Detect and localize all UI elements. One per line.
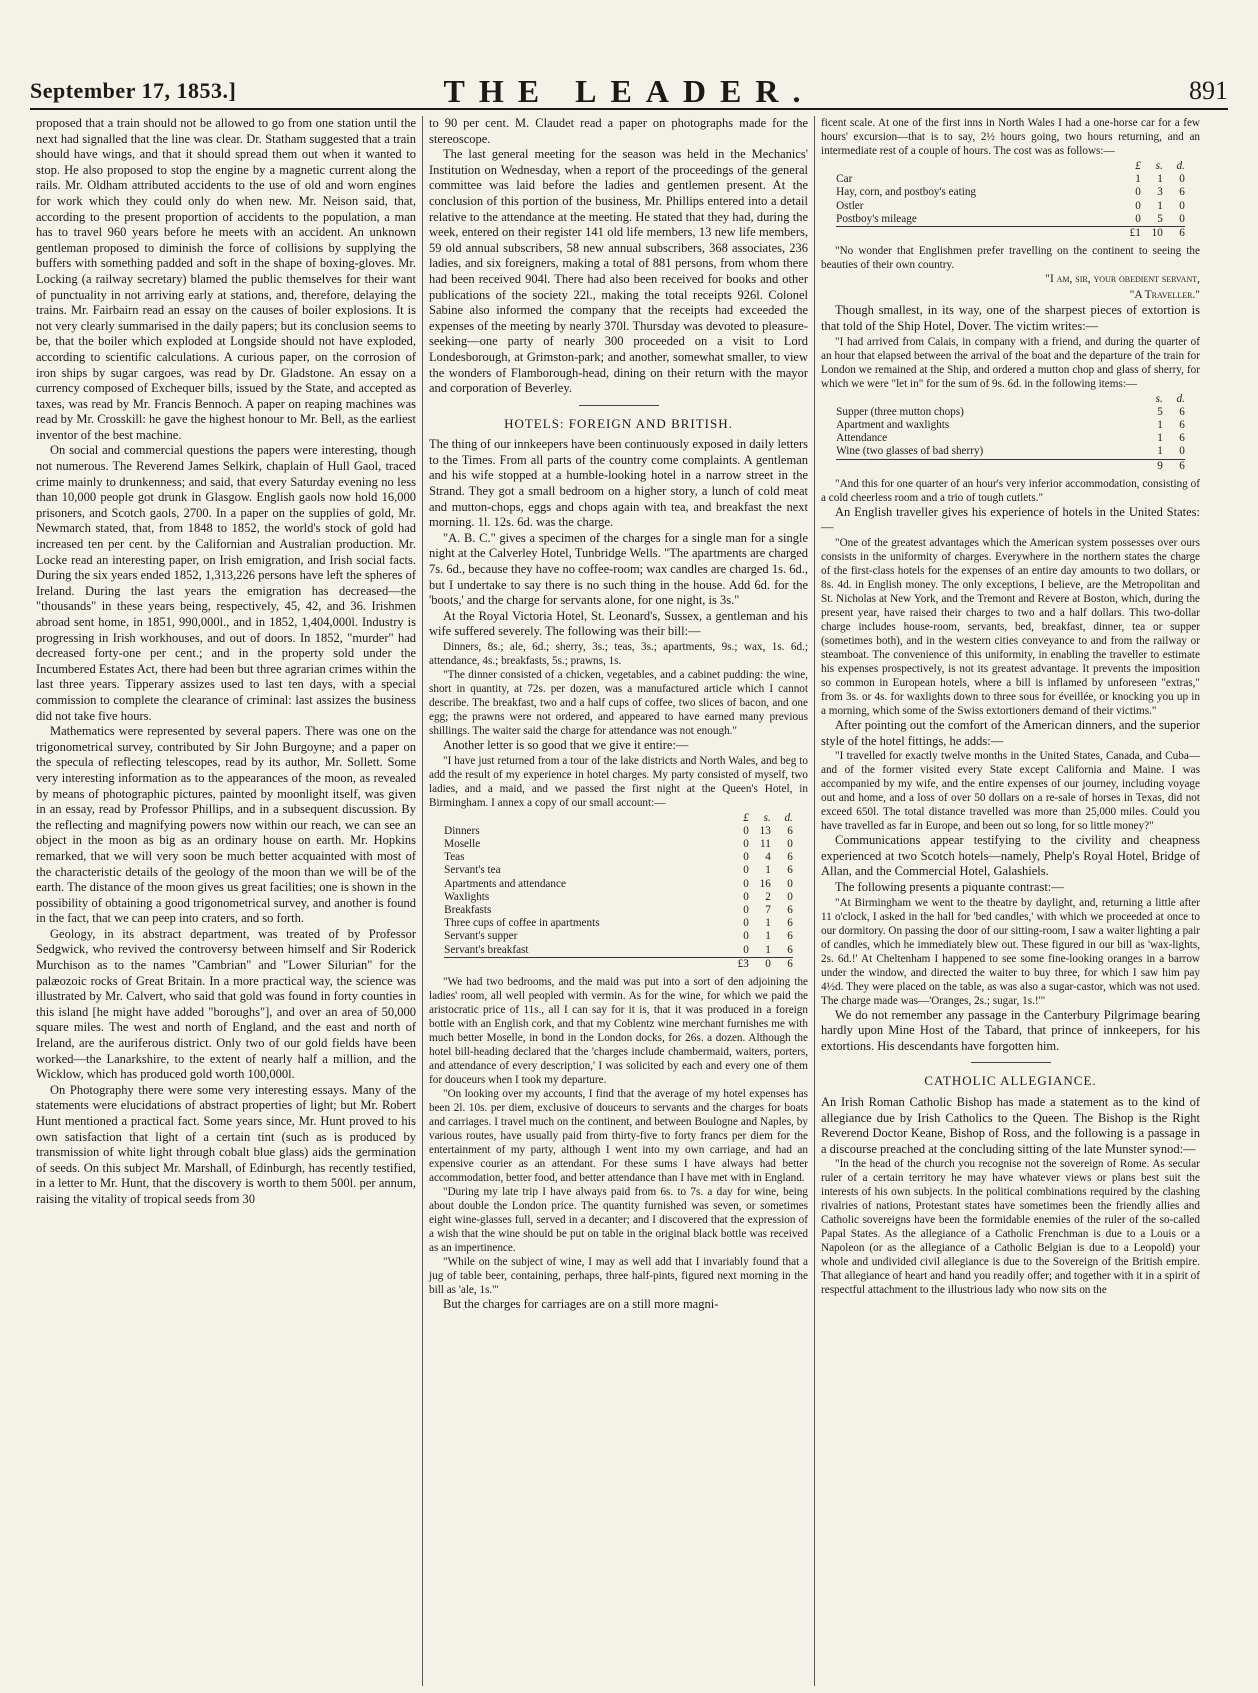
- paragraph: An Irish Roman Catholic Bishop has made a statement as to the kind of allegiance due by Irish Catholics to the Queen. The Bishop is the Right Reverend Doctor Keane, Bishop of Ross, and the following is a passage in a discourse preached at the concluding sitting of the late Munster synod:—: [821, 1094, 1200, 1156]
- table-row: [444, 851, 793, 864]
- bill-item: Hay, corn, and postboy's eating: [836, 186, 977, 199]
- bill-pounds: 0: [1135, 199, 1141, 212]
- quoted-paragraph: "At Birmingham we went to the theatre by daylight, and, returning a little after 11 o'clock, I asked in the hall for 'bed candles,' with which we proceeded at once to our dormitory. On passing the door of our sitting-room, I saw a waiter lighting a pair of candles, which he immediately blew out. These figured in our bill as 'wax-lights, 2s. 6d.!' At Cheltenham I happened to see some fine-looking oranges in a barrow under the window, and directed the waiter to buy three, for which I saw him pay 4½d. They were placed on the table, as was also a sugar-castor, which was not used. The charge made was—'Oranges, 2s.; sugar, 1s.!'": [821, 896, 1200, 1007]
- bill-pence: 0: [1179, 173, 1185, 186]
- bill-shillings: 16: [759, 877, 771, 890]
- bill-shillings: 1: [1157, 419, 1163, 431]
- table-header-cell: d.: [784, 811, 793, 824]
- paragraph: The last general meeting for the season was held in the Mechanics' Institution on Wednesday, when a report of the proceedings of the general committee was laid before the ladies and gentlemen present. At the conclusion of this portion of the business, Mr. Phillips entered into a detail relative to the attendance at the meeting. He stated that they had, during the week, entered on their register 141 old life members, 13 new life members, 59 old annual subscribers, 58 new annual subscribers, 368 associates, 236 ladies, and six foreigners, making a total of 881 persons, from whom there had been received 904l. There had also been received for books and other publications of the society 22l., making the total receipts 926l. Colonel Sabine also informed the company that the receipts had exceeded the expenses of the meeting by nearly 370l. Thursday was devoted to pleasure-seeking—one party of nearly 300 proceeded on a visit to Lord Londesborough, at Grimston-park; and another, somewhat smaller, to view the wonders of Flamborough-head, dining on their return with the mayor and corporation of Beverley.: [429, 147, 808, 396]
- bill-total-pounds: £3: [727, 957, 749, 971]
- table-row: [444, 904, 793, 917]
- bill-shillings: 11: [760, 838, 771, 850]
- table-total-row: [836, 227, 1185, 241]
- bill-total-shillings: 10: [1141, 227, 1163, 241]
- bill-pounds: 0: [743, 824, 749, 837]
- table-header-cell: s.: [763, 811, 771, 824]
- bill-pence: 0: [1179, 212, 1185, 225]
- bill-pounds: 0: [743, 877, 749, 890]
- bill-pence: 6: [787, 904, 793, 917]
- bill-pounds: 0: [743, 917, 749, 930]
- bill-item: Ostler: [836, 199, 864, 212]
- letter-closing: "I am, sir, your obedient servant,: [1045, 273, 1200, 286]
- bill-total-shillings: 9: [1141, 459, 1163, 473]
- bill-pounds: 0: [743, 904, 749, 917]
- table-row: [444, 838, 793, 851]
- table-header-cell: s.: [1155, 160, 1163, 172]
- table-header-cell: d.: [1176, 160, 1185, 172]
- quoted-paragraph: "We had two bedrooms, and the maid was put into a sort of den adjoining the ladies' room, all well peopled with vermin. As for the wine, for which we paid the aristocratic price of 11s., all I can say for it is, that it was produced in a foreign bottle with an English cork, and that my Coblentz wine merchant furnishes me with much better Moselle, in bond in the London docks, for 26s. a dozen. Although the hotel bill-heading declared that the 'charges include chambermaid, waiters, porters, and attendance of every description,' I was solicited by each and every one of them for douceurs when I took my departure.: [429, 976, 808, 1087]
- bill-shillings: 7: [765, 904, 771, 917]
- bill-pence: 0: [1179, 445, 1185, 458]
- paragraph: At the Royal Victoria Hotel, St. Leonard's, Sussex, a gentleman and his wife suffered severely. The following was their bill:—: [429, 608, 808, 639]
- table-row: [444, 930, 793, 943]
- car-bill-table: [836, 160, 1185, 240]
- quoted-paragraph: "I had arrived from Calais, in company with a friend, and during the quarter of an hour that elapsed between the arrival of the boat and the departure of the train for London we remained at the Ship, and ordered a mutton chop and glass of sherry, for which we were "let in" for the sum of 9s. 6d. in the following items:—: [821, 335, 1200, 390]
- bill-item: Attendance: [836, 432, 888, 445]
- paragraph: After pointing out the comfort of the American dinners, and the superior style of the hotel fittings, he adds:—: [821, 718, 1200, 748]
- bill-pence: 6: [787, 930, 793, 943]
- bill-item: Moselle: [444, 838, 481, 850]
- bill-total-shillings: 0: [749, 957, 771, 971]
- column-3: [814, 116, 1206, 1686]
- paragraph: Communications appear testifying to the civility and cheapness experienced at two Scotch hotels—namely, Phelp's Royal Hotel, Bridge of Allan, and the Commercial Hotel, Galashiels.: [821, 833, 1200, 879]
- bill-pence: 6: [787, 851, 793, 864]
- bill-pence: 6: [787, 824, 793, 837]
- paragraph: Another letter is so good that we give it entire:—: [443, 738, 689, 752]
- section-divider: [971, 1062, 1051, 1063]
- bill-pence: 6: [787, 917, 793, 930]
- quoted-paragraph: "I have just returned from a tour of the lake districts and North Wales, and beg to add the result of my experience in hotel charges. My party consisted of myself, two ladies, and a maid, and we passed the first night at the Queen's Hotel, in Birmingham. I annex a copy of our small account:—: [429, 754, 808, 809]
- column-1: [30, 116, 422, 1686]
- page-number: 891: [1189, 76, 1228, 105]
- table-row: [444, 891, 793, 904]
- paragraph: On Photography there were some very interesting essays. Many of the statements were elucidations of abstract properties of light; but Mr. Robert Hunt mentioned a practical fact. Some years since, Mr. Hunt proved to his own satisfaction that light of a certain tint (such as is produced by transmission of white light through cobalt blue glass) aids the germination of seeds. On this subject Mr. Marshall, of Edinburgh, has recently testified, in a letter to Mr. Hunt, that the discovery is worth to them 500l. per annum, raising the vitality of tropical seeds from 30: [36, 1082, 416, 1206]
- newspaper-title: THE LEADER.: [443, 72, 815, 109]
- bill-item: Apartments and attendance: [444, 877, 566, 890]
- bill-pounds: 0: [743, 890, 749, 903]
- bill-item: Servant's supper: [444, 930, 518, 943]
- quoted-paragraph: "In the head of the church you recognise not the sovereign of Rome. As secular ruler of a certain territory he may have whatever views or plans best suit the interests of his own subjects. In the political combinations required by the clashing rivalries of nations, Protestant states have sometimes been the friendly allies and Catholic sovereigns have been the formidable enemies of the ruler of the so-called Papal States. As the allegiance of a Catholic Frenchman is due to a Louis or a Napoleon (or as the allegiance of a Catholic Belgian is due to a Leopold) your whole and undivided civil allegiance is due to the Sovereign of the British empire. That allegiance of heart and hand you readily offer; and together with it in a spirit of respectful attachment to the illustrious lady who now sits on the: [821, 1158, 1200, 1297]
- bill-shillings: 3: [1157, 186, 1163, 199]
- letter-signature: "A Traveller.": [1129, 288, 1200, 301]
- bill-shillings: 1: [765, 943, 771, 956]
- bill-item: Teas: [444, 851, 465, 864]
- quoted-paragraph: "The dinner consisted of a chicken, vegetables, and a cabinet pudding: the wine, short in quantity, at 72s. per dozen, was a manufactured article which I cannot describe. The breakfast, two and a half cups of coffee, two slices of bacon, and one egg; the prawns were not ordered, and appeared to have earned many previous shillings. The waiter said the charge for attendance was not enough.": [429, 669, 808, 737]
- bill-total-pence: 6: [1163, 227, 1185, 241]
- issue-date: September 17, 1853.]: [30, 78, 237, 103]
- paragraph: Though smallest, in its way, one of the sharpest pieces of extortion is that told of the Ship Hotel, Dover. The victim writes:—: [821, 303, 1200, 333]
- quoted-paragraph: ficent scale. At one of the first inns in North Wales I had a one-horse car for a few hours' excursion—that is to say, 2½ hours going, two hours returning, and an intermediate rest of a couple of hours. The cost was as follows:—: [821, 117, 1200, 157]
- paragraph: Mathematics were represented by several papers. There was one on the trigonometrical survey, contributed by Sir John Burgoyne; and a paper on the specula of reflecting telescopes, read by its author, Mr. Sollett. Some very interesting information as to the appearances of the moon, as revealed by means of photographic pictures, painted by moonlight itself, was given in an essay, read by Professor Phillips, and in a subsequent discussion. By the reflecting and magnifying powers now within our reach, we can see an object in the moon as big as an ordinary house on earth. Mr. Hopkins remarked, that we will very soon be much better acquainted with most of the characteristic details of the geology of the moon than we will be of the earth. The distance of the moon gives us great facilities; one is shown in the possibility of obtaining a good trigonometrical survey, and another is found in the fact, that we can peep into craters, and so forth.: [36, 724, 416, 926]
- article-columns: [30, 116, 1232, 1686]
- paragraph: Geology, in its abstract department, was treated of by Professor Sedgwick, who revived the controversy between himself and Sir Roderick Murchison as to the names "Cambrian" and "Lower Silurian" for the palæozoic rocks of Great Britain. In a more practical way, the science was illustrated by Mr. Calvert, who said that gold was found in forty counties in this island [he might have added "boroughs"], and over an area of 50,000 square miles. The west and north of England, and the east and north of Ireland, are the auriferous district. Only two of our gold fields have been worked—the Lanarkshire, to the extent of nearly half a million, and the Wicklow, which has produced gold worth 100,000l.: [36, 926, 416, 1082]
- bill-shillings: 1: [1157, 432, 1163, 445]
- bill-item: Car: [836, 173, 853, 186]
- bill-item: Supper (three mutton chops): [836, 405, 964, 418]
- bill-item: Servant's tea: [444, 864, 501, 877]
- bill-pence: 0: [787, 877, 793, 890]
- bill-item: Wine (two glasses of bad sherry): [836, 445, 984, 458]
- bill-shillings: 1: [765, 917, 771, 930]
- table-total-row: [444, 957, 793, 971]
- quoted-paragraph: Dinners, 8s.; ale, 6d.; sherry, 3s.; teas, 3s.; apartments, 9s.; wax, 1s. 6d.; attendance, 4s.; breakfasts, 5s.; prawns, 1s.: [429, 641, 808, 667]
- page-header: [30, 74, 1228, 110]
- bill-total-pence: 6: [1163, 459, 1185, 473]
- bill-item: Three cups of coffee in apartments: [444, 917, 600, 930]
- bill-pence: 6: [787, 864, 793, 877]
- table-header-cell: £: [1135, 160, 1141, 172]
- table-row: [836, 173, 1185, 186]
- bill-shillings: 5: [1157, 405, 1163, 418]
- table-row: [444, 864, 793, 877]
- table-row: [836, 445, 1185, 459]
- bill-shillings: 2: [765, 890, 771, 903]
- paragraph: to 90 per cent. M. Claudet read a paper on photographs made for the stereoscope.: [429, 116, 808, 146]
- table-row: [444, 944, 793, 958]
- dover-bill-table: [836, 393, 1185, 473]
- paragraph: "A. B. C." gives a specimen of the charges for a single man for a single night at the Calverley Hotel, Tunbridge Wells. "The apartments are charged 7s. 6d., because they have no coffee-room; wax candles are charged 1s. 6d., but I undertake to say there is no such thing in the house. Add 6d. for the 'boots,' and the charge for servants alone, for one night, is 3s.": [429, 530, 808, 608]
- birmingham-bill-table: [444, 812, 793, 971]
- table-row: [444, 825, 793, 838]
- table-header-cell: £: [743, 811, 749, 824]
- table-header-cell: s.: [1155, 392, 1163, 405]
- bill-shillings: 13: [759, 824, 771, 837]
- bill-pounds: 0: [743, 851, 749, 864]
- table-header-cell: d.: [1176, 392, 1185, 405]
- bill-pence: 0: [1179, 199, 1185, 212]
- bill-pence: 6: [787, 943, 793, 956]
- bill-pence: 0: [787, 838, 793, 850]
- paragraph: We do not remember any passage in the Canterbury Pilgrimage bearing hardly upon Mine Host of the Tabard, that prince of innkeepers, for his extortions. His descendants have forgotten him.: [821, 1007, 1200, 1053]
- bill-total-pence: 6: [771, 957, 793, 971]
- bill-shillings: 1: [765, 864, 771, 877]
- bill-shillings: 1: [1157, 173, 1163, 186]
- paragraph: proposed that a train should not be allowed to go from one station until the next had signalled that the line was clear. Dr. Statham suggested that a train should have wings, and that it should spread them out when it wanted to stop. He also proposed to stop the engine by a magnetic current along the rails. Mr. Oldham attributed accidents to the use of old and worn engines for work which they could only do when new. Mr. Neison said, that, according to the present proportion of accidents to the population, a man has to travel 960 years before he meets with an accident. An unknown gentleman proposed to diminish the force of collisions by supplying the buffers with something padded and soft in the shape of boxing-gloves. Mr. Locking (a railway secretary) blamed the public themselves for their want of punctuality in not arriving early at stations, and, therefore, delaying the trains. Mr. Fairbairn read an essay on the causes of boiler explosions. It is not very clearly summarised in the daily papers; but its conclusion seems to be, that the boiler which exploded at Longside should not have exploded, according to scientific calculations. A curious paper, on the corrosion of iron ships by sugar cargoes, was read by Dr. Gladstone. An essay on a currency composed of Exchequer bills, issued by the State, and accepted as taxes, was read by Mr. Francis Bennoch. A paper on reaping machines was read by Mr. Crosskill: he gave the highest honour to Mr. Bell, as the earliest inventor of the best machine.: [36, 116, 416, 442]
- table-row: [444, 917, 793, 930]
- table-row: [836, 432, 1185, 445]
- paragraph: An English traveller gives his experience of hotels in the United States:—: [821, 504, 1200, 535]
- quoted-paragraph: "One of the greatest advantages which the American system possesses over ours consists in the uniformity of charges. Everywhere in the northern states the charge of the first-class hotels for the expenses of an entire day amounts to two dollars, or 8s. 4d. in English money. The only exceptions, I believe, are the Metropolitan and St. Nicholas at New York, and the Tremont and Revere at Boston, which, during the present year, have raised their charges to two and a half dollars. This two-dollar charge includes house-room, servants, bed, breakfast, dinner, tea or supper (sometimes both), and in the western cities conveyance to and from the railway or steamboat. The convenience of this uniformity, in enabling the traveller to estimate his expenses prospectively, is not its greatest advantage. It prevents the imposition so common in European hotels, where a bill is inflamed by unforeseen "extras," from 3s. or 4s. for waxlights down to three sous for éveillée, or knocking you up in a morning, which some of the Swiss extortioners demand of their victims.": [821, 537, 1200, 717]
- bill-item: Apartment and waxlights: [836, 419, 950, 431]
- bill-pounds: 0: [1135, 212, 1141, 225]
- bill-pence: 6: [1179, 432, 1185, 445]
- table-row: [836, 186, 1185, 199]
- quoted-paragraph: "On looking over my accounts, I find that the average of my hotel expenses has been 2l. 10s. per diem, exclusive of douceurs to servants and the charges for boats and carriages. I travel much on the continent, and between Boulogne and Naples, by various routes, have usually paid from thirty-five to forty francs per diem for the entertainment of my party, although I went into my own carriage, and had an expensive courier as an attendant. For these sums I have always had better accommodation, better food, and better attendance than I have met with in England.: [429, 1088, 808, 1185]
- table-row: [836, 419, 1185, 432]
- table-row: [836, 406, 1185, 419]
- bill-pence: 6: [1179, 405, 1185, 418]
- table-header-row: [444, 812, 793, 825]
- bill-pounds: 0: [743, 838, 749, 850]
- bill-shillings: 5: [1157, 212, 1163, 225]
- quoted-paragraph: "I travelled for exactly twelve months in the United States, Canada, and Cuba—and of the former visited every State except California and Maine. I was accompanied by my wife, and the entire expenses of our journey, including voyage out and home, and a loss of over 50 dollars on a re-sale of horses in Texas, did not exceed 650l. The total distance travelled was more than 25,000 miles. Could you have travelled as far in Europe, and been out so long, for so little money?": [821, 750, 1200, 833]
- paragraph: The following presents a piquante contrast:—: [835, 879, 1064, 894]
- bill-pounds: 0: [743, 943, 749, 956]
- bill-pounds: 0: [743, 930, 749, 943]
- table-header-row: [836, 160, 1185, 173]
- bill-shillings: 4: [765, 851, 771, 864]
- bill-pence: 6: [1179, 186, 1185, 199]
- table-row: [444, 878, 793, 891]
- quoted-paragraph: "No wonder that Englishmen prefer travelling on the continent to seeing the beauties of their own country.: [821, 245, 1200, 272]
- bill-item: Postboy's mileage: [836, 212, 917, 225]
- section-divider: [579, 405, 659, 406]
- bill-item: Dinners: [444, 824, 480, 837]
- bill-shillings: 1: [1157, 445, 1163, 458]
- bill-shillings: 1: [765, 930, 771, 943]
- bill-item: Waxlights: [444, 890, 490, 903]
- table-row: [836, 200, 1185, 213]
- bill-pence: 6: [1179, 419, 1185, 431]
- paragraph: But the charges for carriages are on a still more magni-: [443, 1297, 719, 1312]
- bill-total-pounds: £1: [1119, 227, 1141, 241]
- section-heading-catholic: CATHOLIC ALLEGIANCE.: [924, 1073, 1097, 1089]
- bill-pence: 0: [787, 890, 793, 903]
- quoted-paragraph: "During my late trip I have always paid from 6s. to 7s. a day for wine, being about double the London price. The quantity furnished was seven, or sometimes eight wine-glasses full, served in a decanter; and I discovered that the expression of a wish that the wine should be put on table in the original black bottle was received as an impertinence.: [429, 1186, 808, 1255]
- quoted-paragraph: "While on the subject of wine, I may as well add that I invariably found that a jug of table beer, containing, perhaps, three half-pints, figured next morning in the bill as 'ale, 1s.'": [429, 1256, 808, 1297]
- column-2: [422, 116, 814, 1686]
- table-total-row: [836, 459, 1185, 473]
- bill-pounds: 1: [1135, 173, 1141, 186]
- paragraph: On social and commercial questions the papers were interesting, though not numerous. The Reverend James Selkirk, chaplain of Hull Gaol, traced crime mainly to drunkenness; and said, that every Saturday evening no less than 10,000 people got drunk in Glasgow. English gaols now hold 16,000 prisoners, and Scotch gaols, 2700. In a paper on the supplies of gold, Mr. Newmarch stated, that, from 1848 to 1852, the world's stock of gold had increased ten per cent. by the Californian and Australian production. Mr. Locke read an interesting paper, on Irish emigration, and Irish social facts. During the six years ended 1852, 1,313,226 persons have left the spheres of Ireland. During the last years the emigration has decreased—the "thousands" in these years being, respectively, 45, 42, and 36. Irishmen abroad sent home, in 1851, 990,000l., and in 1852, 1,404,000l. Industry is progressing in Irish workhouses, and out of doors. In 1852, "murder" had decreased forty-one per cent.; and in the property sold under the Incumbered Estates Act, there had been but three agrarian crimes within the last three years. Tipperary assizes used to last ten days, with a special commission to complete the clearance of criminal: last assizes the business did not take five hours.: [36, 443, 416, 723]
- bill-pounds: 0: [1135, 186, 1141, 199]
- table-header-row: [836, 393, 1185, 406]
- table-row: [836, 213, 1185, 227]
- bill-item: Servant's breakfast: [444, 943, 529, 956]
- bill-item: Breakfasts: [444, 904, 492, 917]
- paragraph: The thing of our innkeepers have been continuously exposed in daily letters to the Times. From all parts of the country come complaints. A gentleman and his wife stopped at a humble-looking hotel in a narrow street in the Strand. They got a small bedroom on a higher story, a lunch of cold meat and mutton-chops, eggs and chops again with tea, and breakfast the next morning. 1l. 12s. 6d. was the charge.: [429, 437, 808, 530]
- bill-shillings: 1: [1157, 199, 1163, 212]
- bill-pounds: 0: [743, 864, 749, 877]
- quoted-paragraph: "And this for one quarter of an hour's very inferior accommodation, consisting of a cold cheerless room and a trio of tough cutlets.": [821, 477, 1200, 504]
- section-heading-hotels: HOTELS: FOREIGN AND BRITISH.: [504, 415, 733, 431]
